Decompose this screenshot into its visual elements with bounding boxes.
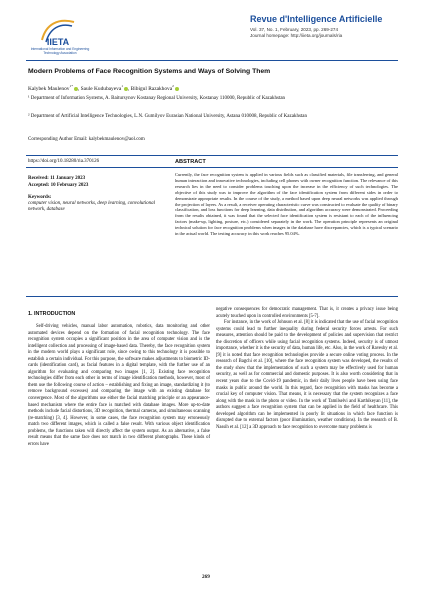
divider — [26, 167, 398, 168]
orcid-icon[interactable] — [175, 87, 179, 91]
volume-info: Vol. 37, No. 1, February, 2023, pp. 269-274 — [250, 27, 339, 32]
corresponding-author: Corresponding Author Email: kalybekmaulenov@aol.com — [28, 137, 145, 142]
intro-left-column: Self-driving vehicles, manual labor automation, robotics, data monitoring and other automated devices depend on the formation of facial recognition technology. The face recognition system occupies a significant position in the area of computer vision and is the intelligent collection and processing of image-based data. Thereby, the face recognition system in the modern world plays a significant role, since owing to this technology it is possible to establish a certain individual. For this purpose, the software makes adjustments to biometric ID-cards (identification card), as facial features in a digital template, with the further use of an algorithm for evaluating and comparing two images [1, 2]. Existing face recognition technologies differ from each other in terms of image identification methods, however, most of them use the following course of action – establishing and fixing an image, standardizing it (to remove background excesses) and comparing the image with an existing database for convergence. Most of the algorithms use either the facial matching principle or an appearance-based mechanism where the entire face is matched with database images. More up-to-date methods include facial distortions, 3D recognition, thermal cameras, and simultaneous scanning (re-matching) [3, 4]. However, in some cases, the face recognition system may erroneously match two different images, which is called a false result. With various object identification problems, the functions taken will directly affect the system output. As an alternative, a false result means that the same face does not match in two different photographs. These kinds of errors have — [28, 324, 210, 447]
affiliation-2: ² Department of Artificial Intelligence Technologies, L.N. Gumilyov Eurasian National University, Astana 010008, Republic of Kazakhstan — [28, 114, 307, 119]
journal-info — [250, 27, 342, 39]
author-affiliation-mark: 1* — [69, 84, 73, 88]
divider — [26, 155, 398, 156]
author-name: , Bibigul Razakhova — [127, 85, 173, 92]
abstract-heading: ABSTRACT — [175, 159, 206, 165]
header-divider — [26, 60, 398, 61]
journal-title: Revue d'Intelligence Artificielle — [250, 14, 383, 24]
author-affiliation-mark: 1 — [121, 84, 123, 88]
journal-homepage-link[interactable]: Journal homepage: http://iieta.org/journals/ria — [250, 33, 343, 39]
received-date: Received: 11 January 2023 — [28, 176, 86, 181]
author-affiliation-mark: 2 — [172, 84, 174, 88]
author-name: Kalybek Maulenov — [28, 85, 70, 92]
journal-logo — [28, 14, 88, 48]
affiliation-1: ¹ Department of Information Systems, A. Baitursynov Kostanay Regional University, Kostanay 110000, Republic of Kazakhstan — [28, 96, 286, 101]
keywords-label: Keywords: — [28, 195, 52, 200]
iieta-logo-icon — [28, 14, 88, 48]
paragraph: negative consequences for democratic management. That is, it creates a privacy issue being acutely touched upon in controlled environments [5-7]. — [216, 307, 398, 319]
doi-link[interactable]: https://doi.org/10.18280/ria.370126 — [28, 159, 100, 164]
keywords-text: computer vision, neural networks, deep learning, convolutional network, database — [28, 200, 156, 212]
keywords-block — [28, 195, 158, 212]
author-name: , Saule Kudubayeva — [77, 85, 122, 92]
author-list — [28, 84, 398, 92]
logo-wordmark: IIETA — [46, 37, 70, 47]
article-dates — [28, 176, 88, 189]
page-number: 269 — [202, 574, 210, 580]
logo-subtitle: International Information and Engineering Technology Association — [30, 47, 90, 55]
paragraph: For instance, in the work of Johnson et al. [8] it is indicated that the use of facial recognition systems could lead to further inequality during federal security forces arrests. For such measures, attention should be paid to the development of policies and supervision that restrict the discretion of officers while using facial recognition systems. Indeed, security is of utmost importance, whether it is the security of data, human life, etc. Also, in the work of Raveshy et al. [9] it is noted that face recognition technologies provide a secure online voting process. In the research of Bagchi et al. [10], where the face recognition system was developed, the results of the study show that the implementation of such a system may be effectively used for human security, as well as for commercial and domestic purposes. It is also worth considering that in recent years due to the Covid-19 pandemic, in their daily lives people have been using face masks in public around the world. In this regard, face recognition with masks has become a crucial key of computer vision. That means, it is necessary that the system recognizes a face along with the mask in the photo or video. In the work of Tamilselvi and Karthikeyan [11], the authors suggest a face recognition system that can be applied in the field of healthcare. This developed algorithm can be implemented in poorly lit situations in which face function is disrupted due to external factors (poor illumination, weather conditions). In the research of B. Nassih et al. [12] a 3D approach to face recognition to overcome many problems is — [216, 320, 398, 430]
intro-right-column — [216, 307, 398, 431]
abstract-text: Currently, the face recognition system is applied in various fields such as classified materials, file transferring, and general human interaction and innovative technologies, including cell phones with owner recognition function. The relevance of this research lies in the need to consider problems touching upon the increase in the efficiency of such technologies. The objective of this study was to improve the algorithm of the face identification system from different sides in order to demonstrate appropriate results. In the course of the study, a method based upon deep neural networks was applied through the projection of layers. As a result, a receiver operating characteristic curve was constructed to evaluate the quality of binary classification, and loss functions for deep learning, data distribution, and algorithm accuracy were demonstrated. Proceeding from the results obtained, it was found that the selected face identification system is resistant to each of the influencing factors (make-up, lighting, posture, etc.) considered separately in the work. The operation principle represents an original technical solution for face recognition problems when images in the database have discrepancies, which is a typical scenario in the actual world. The testing accuracy in this work reaches 95.04%. — [175, 172, 398, 237]
section-heading: 1. INTRODUCTION — [28, 311, 76, 317]
article-title: Modern Problems of Face Recognition Systems and Ways of Solving Them — [28, 68, 271, 75]
accepted-date: Accepted: 10 February 2023 — [28, 182, 89, 188]
divider — [26, 296, 398, 297]
